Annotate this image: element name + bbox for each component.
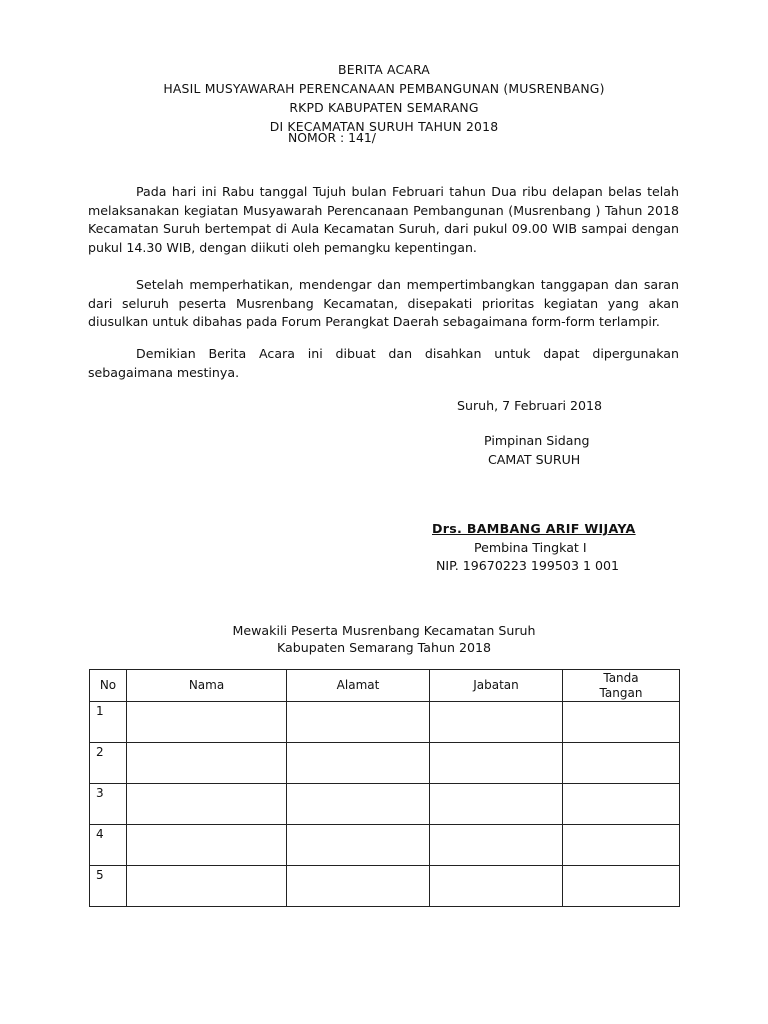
cell-tanda-tangan	[563, 866, 680, 907]
signatory-rank: Pembina Tingkat I	[474, 540, 587, 555]
cell-tanda-tangan	[563, 825, 680, 866]
place-date: Suruh, 7 Februari 2018	[457, 398, 603, 413]
table-row	[90, 866, 680, 907]
doc-number: NOMOR : 141/	[288, 130, 376, 145]
attendance-table	[89, 669, 680, 907]
header-alamat: Alamat	[287, 670, 430, 702]
doc-subtitle: HASIL MUSYAWARAH PERENCANAAN PEMBANGUNAN (MUSRENBANG)	[163, 81, 605, 96]
table-row	[90, 825, 680, 866]
cell-alamat	[287, 702, 430, 743]
cell-jabatan	[430, 866, 563, 907]
cell-nama	[127, 825, 287, 866]
header-jabatan: Jabatan	[430, 670, 563, 702]
cell-jabatan	[430, 743, 563, 784]
cell-tanda-tangan	[563, 702, 680, 743]
cell-tanda-tangan	[563, 784, 680, 825]
header-nama: Nama	[127, 670, 287, 702]
cell-nama	[127, 866, 287, 907]
cell-jabatan	[430, 702, 563, 743]
cell-alamat	[287, 866, 430, 907]
table-header-row	[90, 670, 680, 702]
row-number: 1	[90, 702, 127, 743]
doc-subtitle-location: DI KECAMATAN SURUH TAHUN 2018	[269, 119, 499, 134]
attendance-caption-year: Kabupaten Semarang Tahun 2018	[276, 640, 492, 655]
header-no: No	[90, 670, 127, 702]
table-row	[90, 784, 680, 825]
row-number: 3	[90, 784, 127, 825]
row-number: 5	[90, 866, 127, 907]
attendance-caption: Mewakili Peserta Musrenbang Kecamatan Suruh	[232, 623, 536, 638]
cell-tanda-tangan	[563, 743, 680, 784]
signatory-role: Pimpinan Sidang	[484, 433, 590, 448]
doc-title: BERITA ACARA	[338, 62, 430, 77]
cell-nama	[127, 702, 287, 743]
signatory-nip: NIP. 19670223 199503 1 001	[436, 558, 620, 573]
doc-subtitle-rkpd: RKPD KABUPATEN SEMARANG	[289, 100, 479, 115]
cell-nama	[127, 784, 287, 825]
cell-alamat	[287, 784, 430, 825]
cell-jabatan	[430, 825, 563, 866]
cell-nama	[127, 743, 287, 784]
paragraph-agreement: Setelah memperhatikan, mendengar dan mempertimbangkan tanggapan dan saran dari seluruh peserta Musrenbang Kecamatan, disepakati prioritas kegiatan yang akan diusulkan untuk dibahas pada Forum Perangkat Daerah sebagaimana form-form terlampir.	[88, 277, 679, 329]
signatory-name: Drs. BAMBANG ARIF WIJAYA	[432, 521, 636, 536]
paragraph-closing: Demikian Berita Acara ini dibuat dan disahkan untuk dapat dipergunakan sebagaimana mestinya.	[88, 346, 679, 380]
table-row	[90, 743, 680, 784]
header-tangan: Tangan	[599, 685, 643, 700]
cell-alamat	[287, 825, 430, 866]
cell-alamat	[287, 743, 430, 784]
cell-jabatan	[430, 784, 563, 825]
signatory-office: CAMAT SURUH	[488, 452, 581, 467]
paragraph-opening: Pada hari ini Rabu tanggal Tujuh bulan Februari tahun Dua ribu delapan belas telah melaksanakan kegiatan Musyawarah Perencanaan Pembangunan (Musrenbang ) Tahun 2018 Kecamatan Suruh bertempat di Aula Kecamatan Suruh, dari pukul 09.00 WIB sampai dengan pukul 14.30 WIB, dengan diikuti oleh pemangku kepentingan.	[88, 184, 679, 255]
header-tanda-tangan	[563, 670, 680, 702]
header-tanda: Tanda	[603, 670, 639, 685]
row-number: 4	[90, 825, 127, 866]
table-row	[90, 702, 680, 743]
row-number: 2	[90, 743, 127, 784]
